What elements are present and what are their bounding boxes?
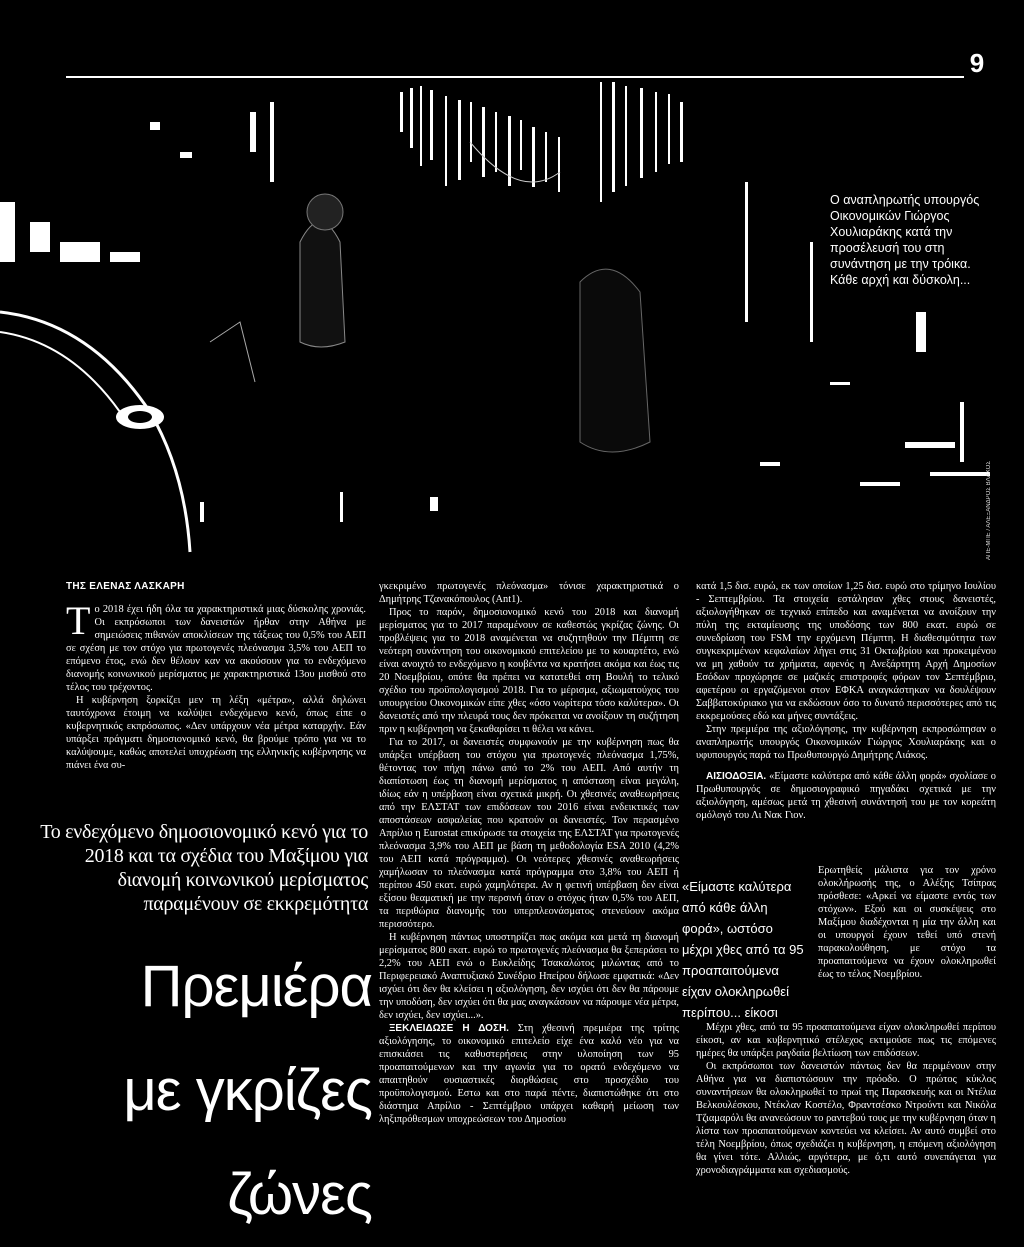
- pull-quote: «Είμαστε καλύτερα από κάθε άλλη φορά», ωστόσο μέχρι χθες από τα 95 προαπαιτούμενα είχαν ολοκληρωθεί περίπου... είκοσι: [682, 879, 804, 1020]
- paragraph: Στην πρεμιέρα της αξιολόγησης, την κυβέρνηση εκπροσώπησαν ο αναπληρωτής υπουργός Οικονομικών Γιώργος Χουλιαράκης και ο υφυπουργός παρά τω Πρωθυπουργώ Δημήτρης Λιάκος.: [696, 724, 996, 761]
- article-headline: [12, 935, 372, 1247]
- paragraph: Η κυβέρνηση ξορκίζει μεν τη λέξη «μέτρα», αλλά δηλώνει ταυτόχρονα έτοιμη να καλύψει ενδεχόμενο κενό, όπως είπε ο κυβερνητικός εκπρόσωπος. «Δεν υπάρχουν νέα μέτρα καταρχήν. Εάν υπάρξει πράγματι δημοσιονομικό κενό, θα βρούμε τρόπο για να το καλύψουμε, καθώς αποτελεί υποχρέωση της ελληνικής κυβέρνησης να πιάνει ένα συ-: [66, 695, 366, 771]
- paragraph: Οι εκπρόσωποι των δανειστών πάντως δεν θα περιμένουν στην Αθήνα για να διαπιστώσουν την πρόοδο. Ο πρώτος κύκλος συναντήσεων θα ολοκληρωθεί το πρωί της Παρασκευής και οι Ντέλια Βελκουλέσκου, Ντέκλαν Κοστέλο, Φραντσέσκο Ντρούντι και Νικόλα Τζιαμαρόλι θα ανανεώσουν το ραντεβού τους με την κυβέρνηση όταν η λίστα των προαπαιτούμενων κοντεύει να κλείσει. Αν αυτό συμβεί στο τέλη Νοεμβρίου, όπως σχεδιάζει η κυβέρνηση, η επόμενη αξιολόγηση θα γίνει τότε. Αλλιώς, αργότερα, με ό,τι αυτό συνεπάγεται για χρονοδιαγράμματα και σχεδιασμούς.: [696, 1061, 996, 1176]
- section-kicker: ΞΕΚΛΕΙΔΩΣΕ Η ΔΟΣΗ.: [389, 1023, 509, 1034]
- paragraph: ΑΙΣΙΟΔΟΞΙΑ. «Είμαστε καλύτερα από κάθε άλλη φορά» σχολίασε ο Πρωθυπουργός σε δημοσιογραφικό πηγαδάκι σχετικά με την αξιολόγηση, αμέσως μετά τη χθεσινή συνάντησή του με τον κορεάτη ομόλογό του Λι Νακ Γιον.: [696, 771, 996, 821]
- headline-line-2: με γκρίζες: [123, 1058, 372, 1123]
- byline: ΤΗΣ ΕΛΕΝΑΣ ΛΑΣΚΑΡΗ: [66, 581, 185, 592]
- news-photo: [0, 82, 1024, 562]
- photo-credit: ΑΠΕ-ΜΠΕ / ΑΛΕΞΑΝΔΡΟΣ ΒΛΑΧΟΣ: [986, 460, 992, 560]
- lead-paragraph: Το 2018 έχει ήδη όλα τα χαρακτηριστικά μιας δύσκολης χρονιάς. Οι εκπρόσωποι των δανειστών ήρθαν στην Αθήνα με σημειώσεις πιθανών αποκλίσεων της τάξεως του 0,5% του ΑΕΠ σε σχέση με τον στόχο για πρωτογενές πλεόνασμα 3,5% του ΑΕΠ το επόμενο έτος, ενώ δεν θέλουν καν να ακούσουν για το ενδεχόμενο διανομής κοινωνικού μερίσματος με χαρακτηριστικά 13ου μισθού στο τέλος του τρέχοντος.: [66, 598, 366, 693]
- article-column-2: [379, 580, 679, 1126]
- paragraph: γκεκριμένο πρωτογενές πλεόνασμα» τόνισε χαρακτηριστικά ο Δημήτρης Τζανακόπουλος (Ant1).: [379, 581, 679, 605]
- photo-graphic: [0, 82, 1024, 562]
- paragraph: ΞΕΚΛΕΙΔΩΣΕ Η ΔΟΣΗ. Στη χθεσινή πρεμιέρα της τρίτης αξιολόγησης, το οικονομικό επιτελείο είχε ένα καλό νέο για να επισκιάσει τις καθυστερήσεις στην υλοποίηση των 95 προαπαιτούμενων και την αγωνία για το ορατό ενδεχόμενο να απαιτηθούν ουσιαστικές διορθώσεις στο προσχέδιο του προϋπολογισμού. Εστω και στο παρά πέντε, διαπιστώθηκε ότι στο διάστημα Απρίλιο - Σεπτέμβριο υπάρχει καθαρή μείωση των ληξιπρόθεσμων υποχρεώσεων του Δημοσίου: [379, 1023, 679, 1125]
- paragraph: Προς το παρόν, δημοσιονομικό κενό του 2018 και διανομή μερίσματος για το 2017 παραμένουν σε καθεστώς γκρίζας ζώνης. Οι προβλέψεις για το 2018 αναμένεται να συζητηθούν την Πέμπτη σε νεότερη συνάντηση του οικονομικού επιτελείου με το κουαρτέτο, ενώ είναι ανοιχτό το ενδεχόμενο η κουβέντα να κρατήσει ακόμα και έως τις 20 Νοεμβρίου, οπότε θα πρέπει να κατατεθεί στη Βουλή το τελικό σχέδιο του προϋπολογισμού 2018. Για το μέρισμα, αξιωματούχος του υπουργείου Οικονομικών είπε χθες «όσο νωρίτερα τόσο καλύτερα». Οι δανειστές από την πλευρά τους δεν πρόκειται να ανοίξουν τη συζήτηση πριν η κυβέρνηση να ξεκαθαρίσει τι θέλει να κάνει.: [379, 607, 679, 735]
- section-kicker: ΑΙΣΙΟΔΟΞΙΑ.: [706, 771, 767, 782]
- header-rule: [66, 76, 964, 78]
- headline-line-1: Πρεμιέρα: [140, 954, 372, 1019]
- drop-cap: Τ: [66, 598, 91, 643]
- article-subheading: Το ενδεχόμενο δημοσιονομικό κενό για το 2018 και τα σχέδια του Μαξίμου για διανομή κοινωνικού μερίσματος παραμένουν σε εκκρεμότητα: [40, 821, 368, 915]
- paragraph: Η κυβέρνηση πάντως υποστηρίζει πως ακόμα και μετά τη διανομή μερίσματος 800 εκατ. ευρώ το πρωτογενές πλεόνασμα θα ξεπεράσει το 2,2% του ΑΕΠ ενώ ο Ευκλείδης Τσακαλώτος μιλώντας από το Περιφερειακό Αναπτυξιακό Συνέδριο Ηπείρου δήλωσε εμφατικά: «Δεν ισχύει ότι δεν θα κλείσει η αξιολόγηση, δεν ισχύει ότι δεν θα πάρουμε την υποδόση, δεν ισχύει ότι θα μας αναγκάσουν να πάρουμε νέα μέτρα, δεν ισχύει, δεν ισχύει...».: [379, 932, 679, 1021]
- photo-caption: Ο αναπληρωτής υπουργός Οικονομικών Γιώργος Χουλιαράκης κατά την προσέλευσή του στη συνάντηση με την τρόικα. Κάθε αρχή και δύσκολη...: [830, 193, 980, 287]
- page-number: 9: [969, 48, 985, 78]
- pull-side-text: Ερωτηθείς μάλιστα για τον χρόνο ολοκλήρωσής της, ο Αλέξης Τσίπρας πρόσθεσε: «Αρκεί να είμαστε εντός των στόχων». Εξού και οι συσκέψεις στο Μαξίμου διαδέχονται η μία την άλλη και οι υπουργοί έχουν τεθεί υπό στενή παρακολούθηση, με στόχο τα προαπαιτούμενα να έχουν ολοκληρωθεί έως το τέλος Νοεμβρίου.: [818, 865, 996, 980]
- article-column-1: [66, 580, 366, 772]
- article-column-3-continued: [696, 1021, 996, 1177]
- article-column-3: [696, 580, 996, 822]
- headline-line-3: ζώνες: [227, 1162, 372, 1227]
- paragraph: κατά 1,5 δισ. ευρώ, εκ των οποίων 1,25 δισ. ευρώ στο τρίμηνο Ιουλίου - Σεπτεμβρίου. Τα στοιχεία εστάλησαν χθες στους δανειστές, αξιολογήθηκαν σε τεχνικό επίπεδο και αναμένεται να ανοίξουν την πύλη της εκταμίευσης της υποδόσης των 800 εκατ. ευρώ σε συνεδρίαση του FSM την ερχόμενη Πέμπτη. Η διαθεσιμότητα των συγκεκριμένων κεφαλαίων λήγει στις 31 Οκτωβρίου και προκειμένου να μη χαθούν τα χρήματα, αφενός η Ανεξάρτητη Αρχή Δημοσίων Εσόδων προχώρησε σε μαζικές επιστροφές φόρων τον Σεπτέμβριο, αφετέρου οι εργαζόμενοι στον ΕΦΚΑ αναγκάστηκαν να δουλέψουν Σαββατοκύριακο για να εκδώσουν όσο το δυνατό περισσότερες από τις εκκρεμούσες εδώ και μήνες συντάξεις.: [696, 581, 996, 722]
- paragraph: Για το 2017, οι δανειστές συμφωνούν με την κυβέρνηση πως θα υπάρξει υπέρβαση του στόχου για πρωτογενές πλεόνασμα 1,75%, θέτοντας τον πήχη πάνω από το 2% του ΑΕΠ. Από αυτήν τη διαπίστωση έως τη διανομή μερίσματος η απόσταση είναι μεγάλη, ιδίως εάν η υπέρβαση είναι σχετικά μικρή. Οι χθεσινές αναθεωρήσεις από την ΕΛΣΤΑΤ των επιδόσεων του 2016 είναι ενδεικτικές των αποστάσεων ασφαλείας που κρατούν οι δανειστές. Τον περασμένο Απρίλιο η Eurostat επικύρωσε τα στοιχεία της ΕΛΣΤΑΤ για πρωτογενές πλεόνασμα 3,9% του ΑΕΠ με βάση τη μεθοδολογία ESA 2010 (4,2% του ΑΕΠ κατά πρόγραμμα). Οι νεότερες χθεσινές αναθεωρήσεις χαμήλωσαν το πλεόνασμα κατά πρόγραμμα στο 3,8% του ΑΕΠ ή περίπου 450 εκατ. ευρώ χαμηλότερα. Αν η φετινή υπέρβαση δεν είναι εξίσου θεαματική με την περσινή όταν ο στόχος ήταν 0,5% του ΑΕΠ, τα περιθώρια διανομής του υπερπλεονάσματος στενεύουν ακόμα περισσότερο.: [379, 737, 679, 930]
- paragraph: Μέχρι χθες, από τα 95 προαπαιτούμενα είχαν ολοκληρωθεί περίπου είκοσι, αν και κυβερνητικό στέλεχος εκτιμούσε πως τις επόμενες ημέρες θα υπάρξει ραγδαία βελτίωση των επιδόσεων.: [696, 1022, 996, 1059]
